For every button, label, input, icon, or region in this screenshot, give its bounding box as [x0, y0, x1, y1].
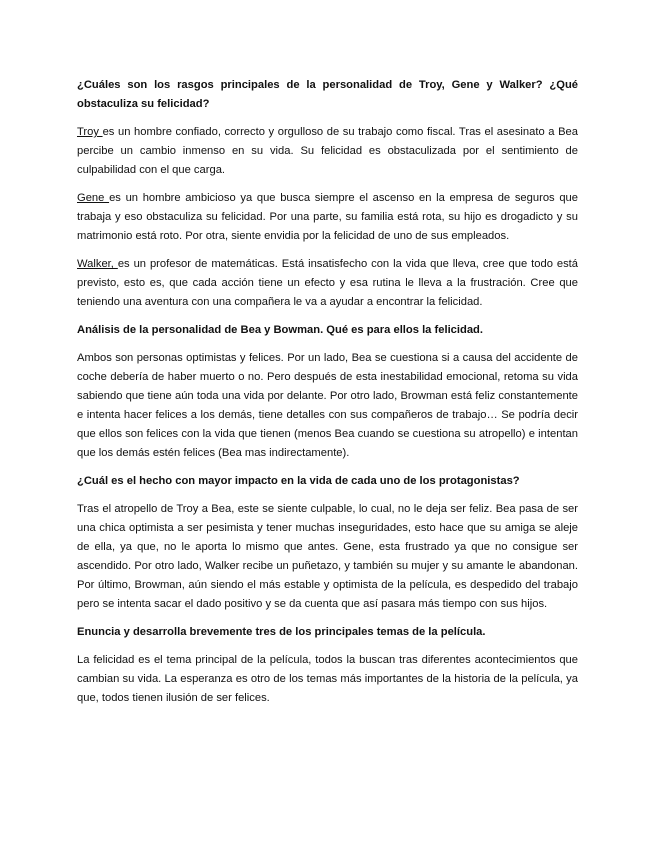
question-heading: ¿Cuáles son los rasgos principales de la personalidad de Troy, Gene y Walker? ¿Qué obstaculiza su felicidad?: [77, 79, 578, 110]
paragraph-walker: [77, 255, 578, 312]
paragraph-troy: [77, 123, 578, 180]
document-page: [77, 76, 578, 717]
text-gene: es un hombre ambicioso ya que busca siempre el ascenso en la empresa de seguros que trabaja y eso obstaculiza su felicidad. Por una parte, su familia está rota, su hijo es drogadicto y su matrimonio está roto. Por otra, siente envidia por la felicidad de uno de sus empleados.: [77, 192, 578, 242]
question-heading: Enuncia y desarrolla brevemente tres de los principales temas de la película.: [77, 626, 486, 638]
paragraph-impact: Tras el atropello de Troy a Bea, este se siente culpable, lo cual, no le deja ser feliz. Bea pasa de ser una chica optimista a ser pesimista y tener muchas inseguridades, esto hace que su amiga se aleje de ella, ya que, no le aporta lo mismo que antes. Gene, esta frustrado ya que no consigue ser ascendido. Por otro lado, Walker recibe un puñetazo, y también su mujer y su amante le abandonan. Por último, Browman, aún siendo el más estable y optimista de la película, es despedido del trabajo pero se intenta sacar el dado positivo y se da cuenta que así pasara más tiempo con sus hijos.: [77, 503, 578, 610]
question-heading: ¿Cuál es el hecho con mayor impacto en la vida de cada uno de los protagonistas?: [77, 475, 520, 487]
paragraph-themes: La felicidad es el tema principal de la película, todos la buscan tras diferentes acontecimientos que cambian su vida. La esperanza es otro de los temas más importantes de la historia de la película, ya que, todos tienen ilusión de ser felices.: [77, 654, 578, 704]
name-troy: Troy: [77, 126, 103, 138]
text-troy: es un hombre confiado, correcto y orgulloso de su trabajo como fiscal. Tras el asesinato a Bea percibe un cambio inmenso en su vida. Su felicidad es obstaculizada por el sentimiento de culpabilidad con el que carga.: [77, 126, 578, 176]
name-walker: Walker,: [77, 258, 118, 270]
question-heading: Análisis de la personalidad de Bea y Bowman. Qué es para ellos la felicidad.: [77, 324, 484, 336]
paragraph-bea-bowman: Ambos son personas optimistas y felices. Por un lado, Bea se cuestiona si a causa del accidente de coche debería de haber muerto o no. Pero después de esta inestabilidad emocional, retoma su vida sabiendo que tiene aún toda una vida por delante. Por otro lado, Browman está feliz constantemente e intenta hacer felices a los demás, tiene detalles con sus compañeros de trabajo… Se podría decir que ellos son felices con la vida que tienen (menos Bea cuando se cuestiona su atropello) e intentan que los demás estén felices (Bea mas indirectamente).: [77, 352, 578, 459]
name-gene: Gene: [77, 192, 110, 204]
paragraph-gene: [77, 189, 578, 246]
text-walker: es un profesor de matemáticas. Está insatisfecho con la vida que lleva, cree que todo está previsto, esto es, que cada acción tiene un efecto y esa rutina le lleva a la frustración. Cree que teniendo una aventura con una compañera le va a ayudar a encontrar la felicidad.: [77, 258, 578, 308]
